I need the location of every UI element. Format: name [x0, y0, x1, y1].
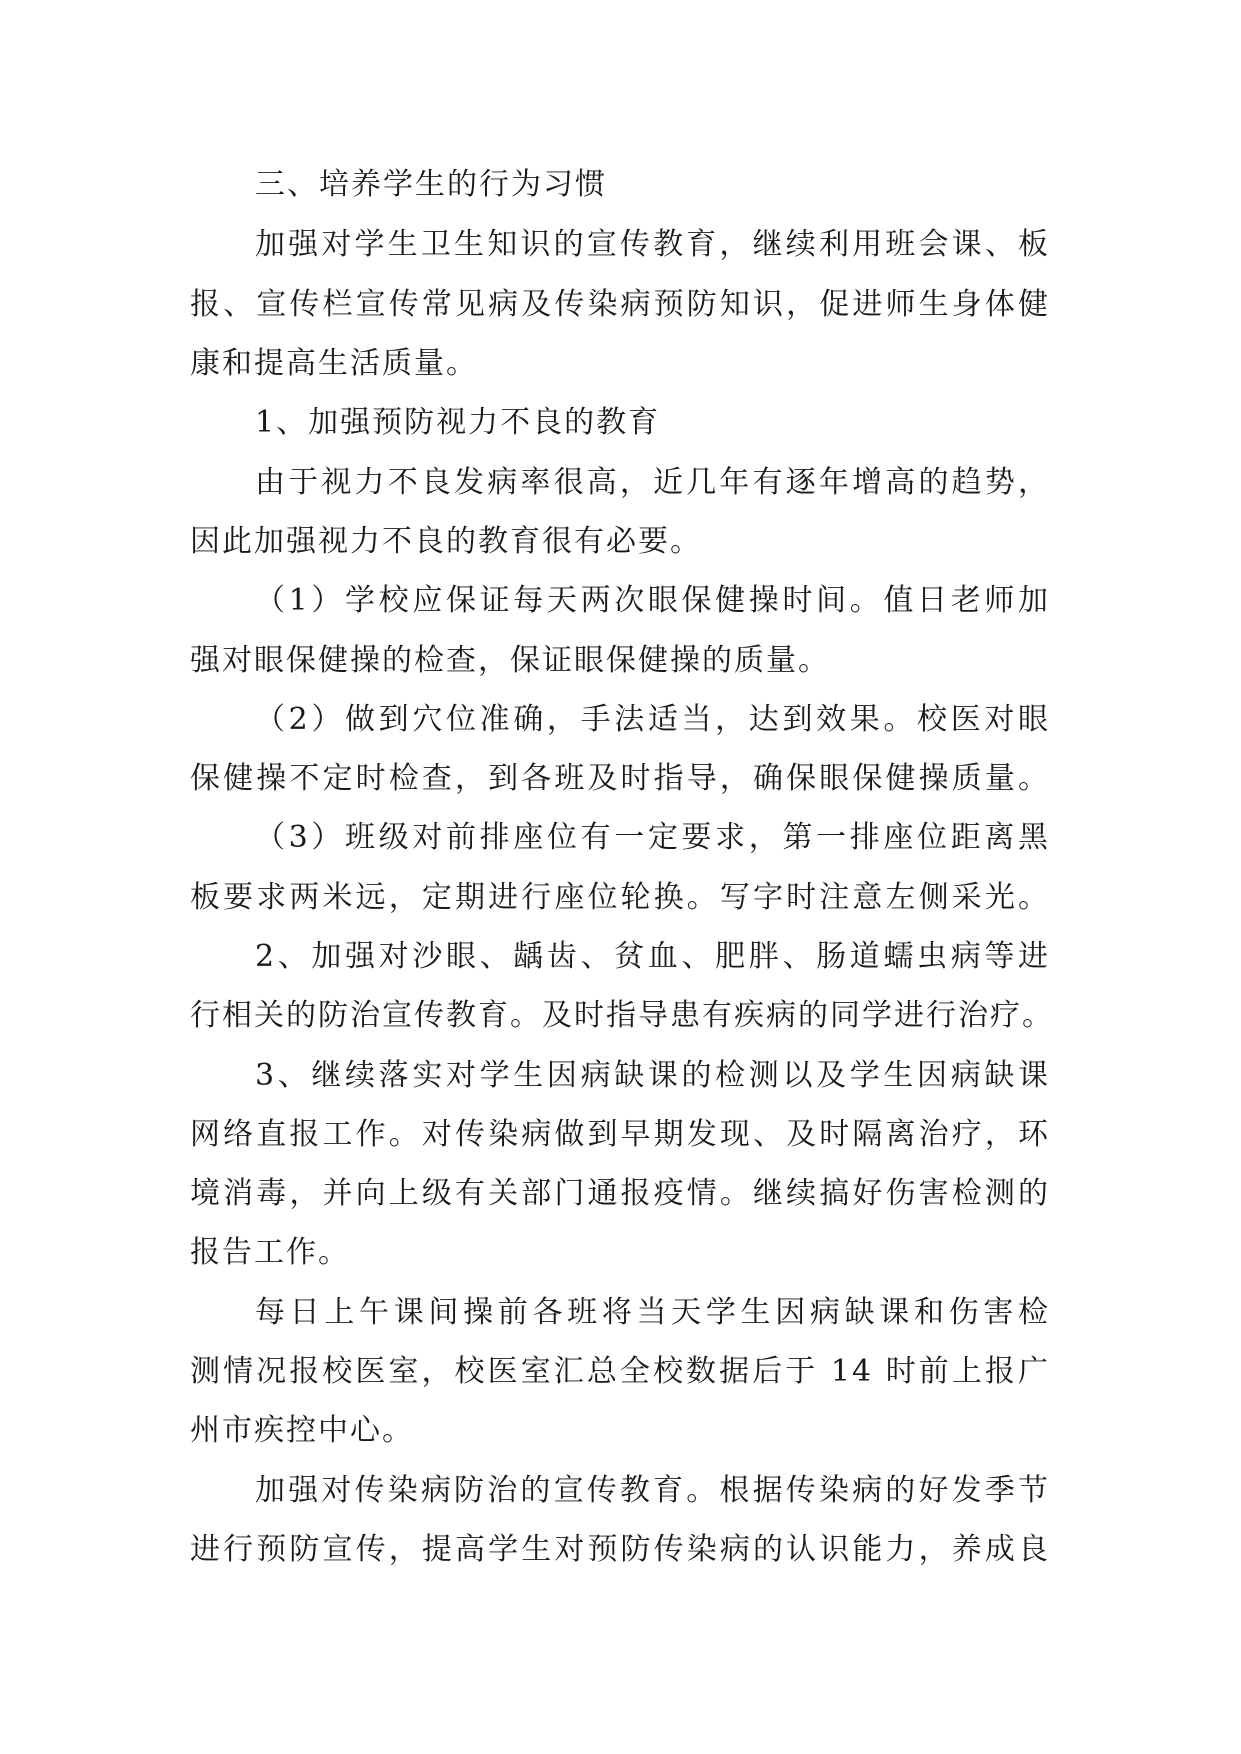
paragraph-line: 2、加强对沙眼、龋齿、贫血、肥胖、肠道蠕虫病等进: [255, 939, 1050, 974]
paragraph-line: 进行预防宣传，提高学生对预防传染病的认识能力，养成良: [190, 1532, 1050, 1567]
paragraph-line: 康和提高生活质量。: [190, 346, 478, 381]
paragraph-line: 测情况报校医室，校医室汇总全校数据后于 14 时前上报广: [190, 1354, 1050, 1389]
paragraph-line: 网络直报工作。对传染病做到早期发现、及时隔离治疗，环: [190, 1117, 1050, 1152]
paragraph-line: 强对眼保健操的检查，保证眼保健操的质量。: [190, 643, 830, 678]
paragraph-line: 州市疾控中心。: [190, 1413, 414, 1448]
paragraph-line: 保健操不定时检查，到各班及时指导，确保眼保健操质量。: [190, 761, 1050, 796]
section-heading: 三、培养学生的行为习惯: [255, 167, 607, 202]
paragraph-line: 加强对传染病防治的宣传教育。根据传染病的好发季节: [255, 1473, 1050, 1508]
subheading: 1、加强预防视力不良的教育: [255, 405, 661, 440]
paragraph-line: 因此加强视力不良的教育很有必要。: [190, 524, 702, 559]
paragraph-line: （1）学校应保证每天两次眼保健操时间。值日老师加: [255, 583, 1050, 618]
paragraph-line: 境消毒，并向上级有关部门通报疫情。继续搞好伤害检测的: [190, 1176, 1050, 1211]
paragraph-line: 报告工作。: [190, 1235, 350, 1270]
paragraph-line: 每日上午课间操前各班将当天学生因病缺课和伤害检: [255, 1295, 1050, 1330]
paragraph-line: 加强对学生卫生知识的宣传教育，继续利用班会课、板: [255, 227, 1050, 262]
paragraph-line: （2）做到穴位准确，手法适当，达到效果。校医对眼: [255, 702, 1050, 737]
paragraph-line: 报、宣传栏宣传常见病及传染病预防知识，促进师生身体健: [190, 287, 1050, 322]
paragraph-line: 板要求两米远，定期进行座位轮换。写字时注意左侧采光。: [190, 880, 1050, 915]
paragraph-line: 由于视力不良发病率很高，近几年有逐年增高的趋势，: [255, 465, 1050, 500]
paragraph-line: 行相关的防治宣传教育。及时指导患有疾病的同学进行治疗。: [190, 998, 1054, 1033]
paragraph-line: 3、继续落实对学生因病缺课的检测以及学生因病缺课: [255, 1058, 1050, 1093]
paragraph-line: （3）班级对前排座位有一定要求，第一排座位距离黑: [255, 820, 1050, 855]
